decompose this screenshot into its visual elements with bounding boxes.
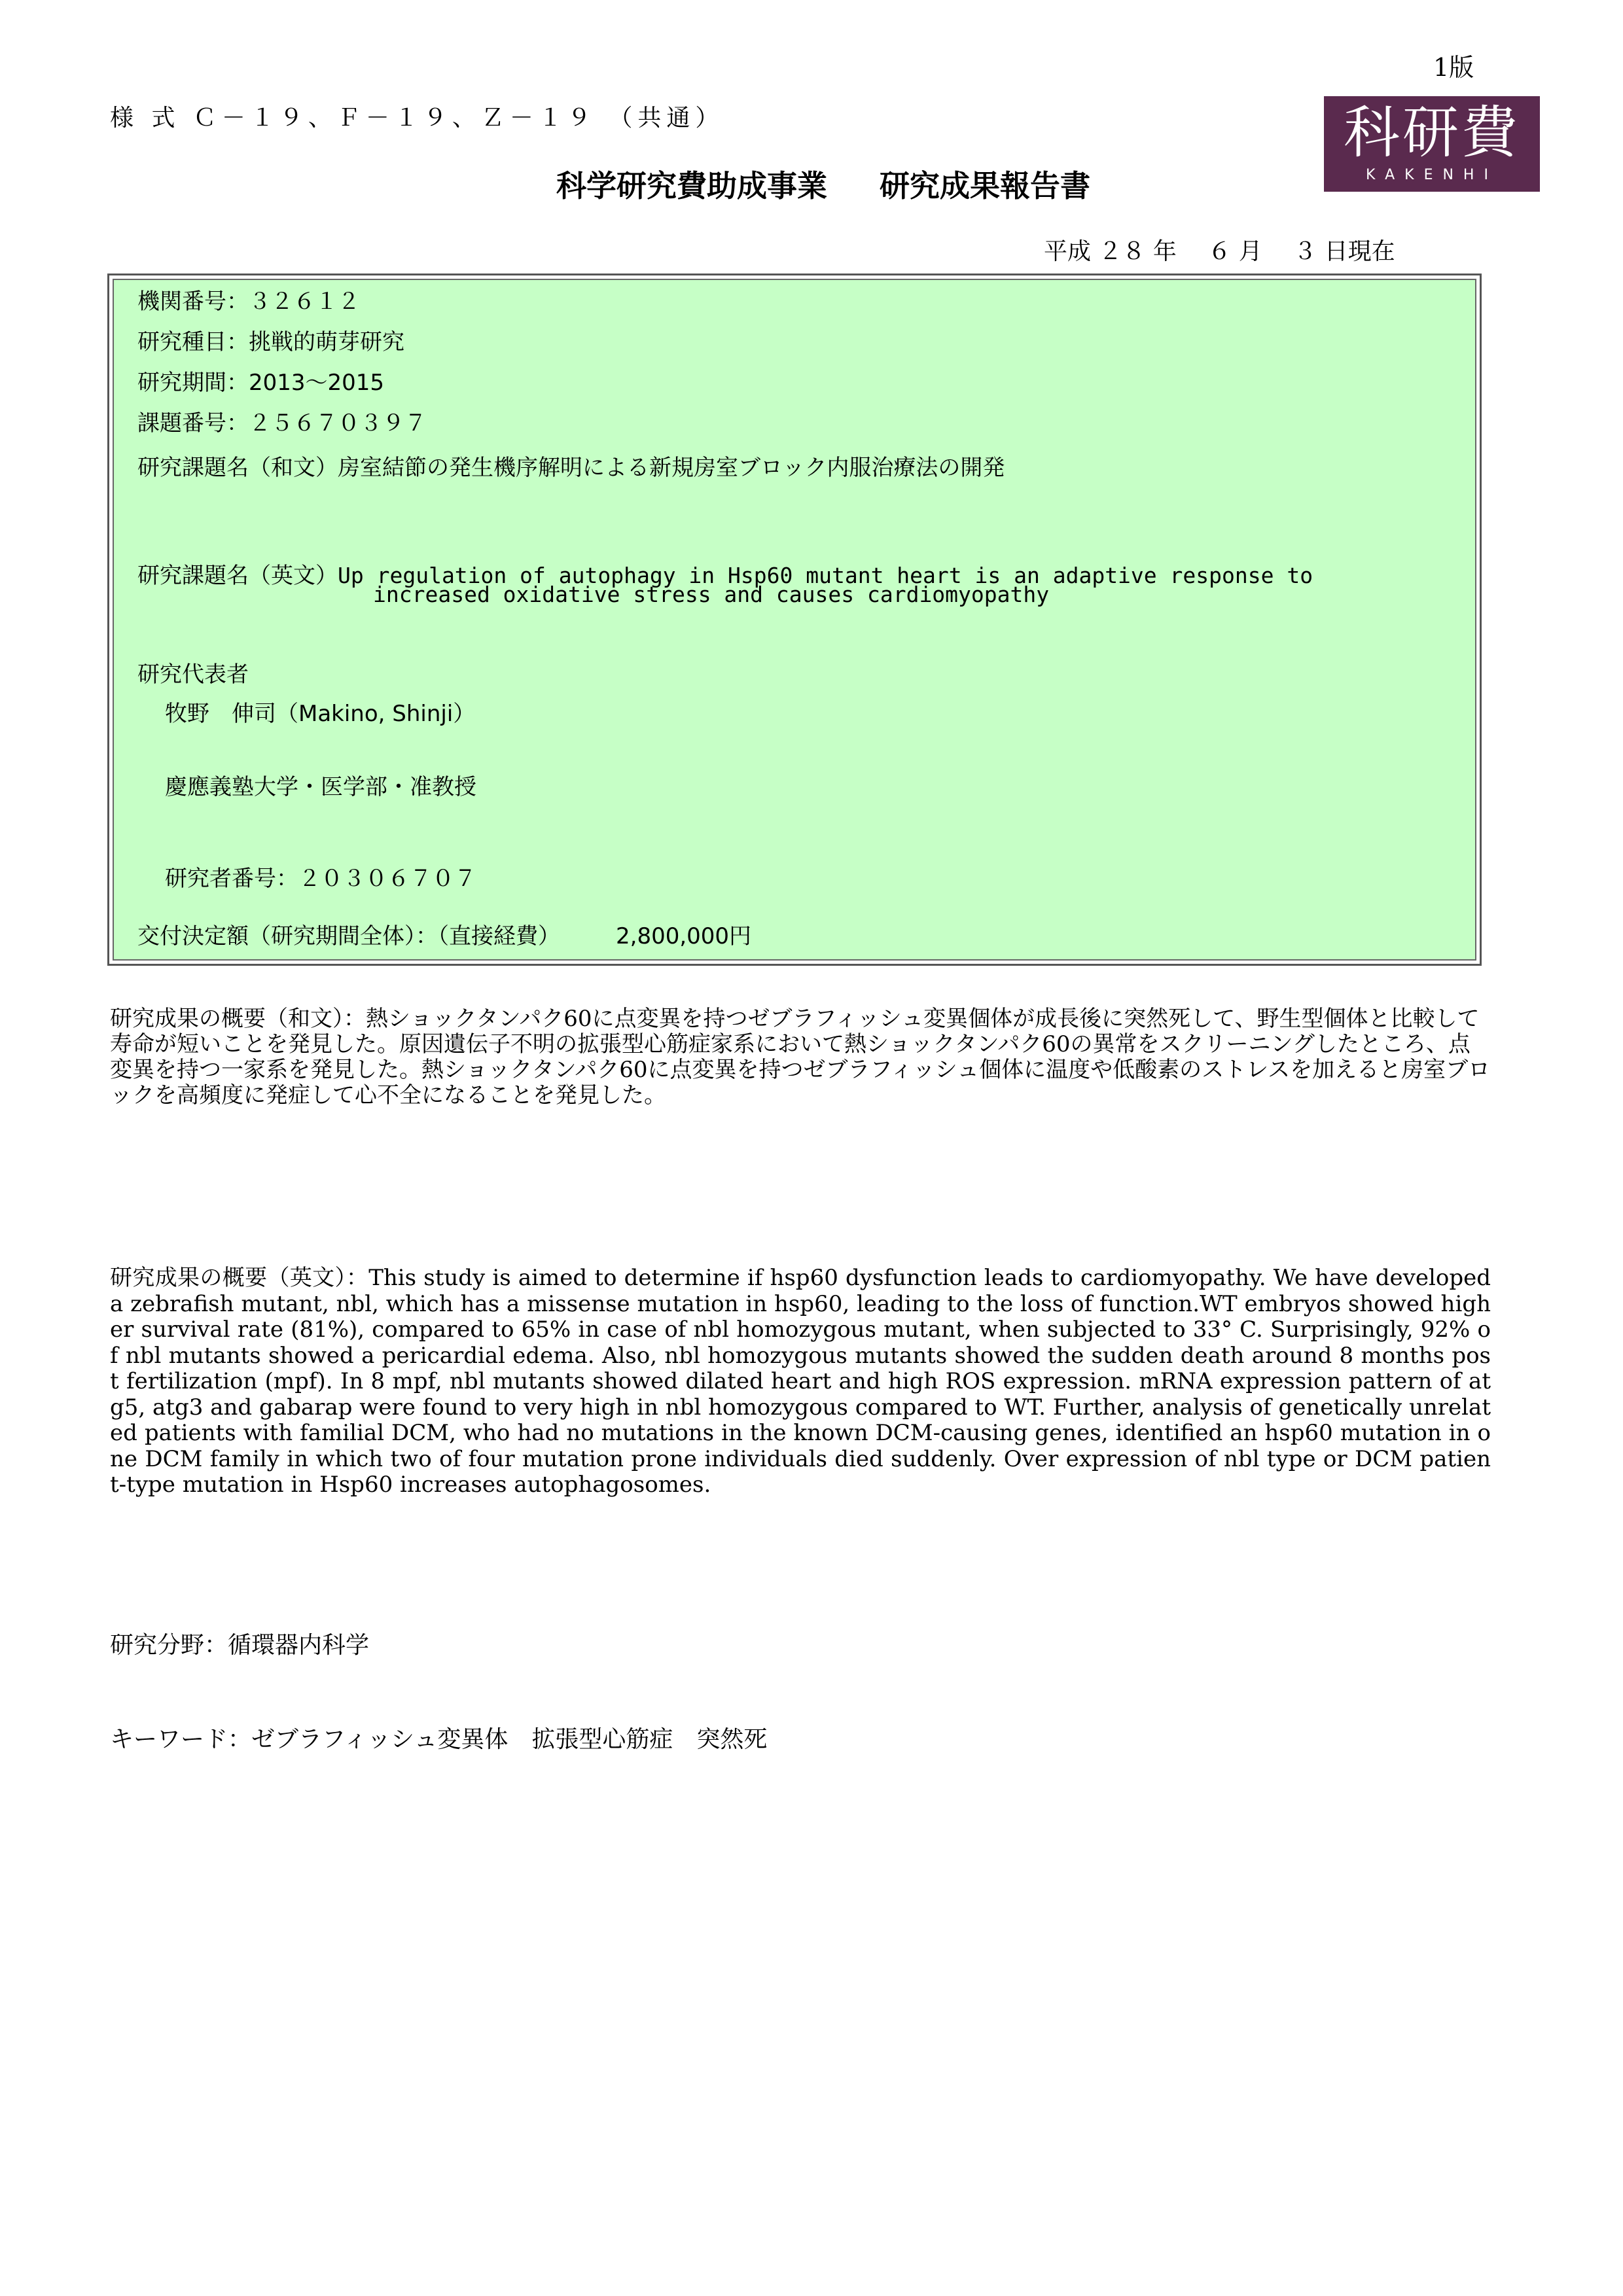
affiliation: 慶應義塾大学・医学部・准教授 <box>165 774 476 800</box>
summary-japanese: 研究成果の概要（和文）：熱ショックタンパク60に点変異を持つゼブラフィッシュ変異個体が成長後に突然死して、野生型個体と比較して寿命が短いことを発見した。原因遺伝子不明の拡張型心筋症家系において熱ショックタンパク60の異常をスクリーニングしたところ、点変異を持つ一家系を発見した。熱ショックタンパク60に点変異を持つゼブラフィッシュ個体に温度や低酸素のストレスを加えると房室ブロックを高頻度に発症して心不全になることを発見した。 <box>110 1006 1491 1108</box>
grant-amount: 交付決定額（研究期間全体）：（直接経費） 2,800,000円 <box>137 923 752 949</box>
representative-name: 牧野 伸司（Makino, Shinji） <box>165 701 476 727</box>
researcher-number: 研究者番号：２０３０６７０７ <box>165 866 476 892</box>
report-date: 平成 ２８ 年 ６ 月 ３ 日現在 <box>1044 238 1395 265</box>
project-info-box <box>107 274 1482 966</box>
title-main: 科学研究費助成事業 <box>556 168 827 203</box>
research-period: 研究期間：2013～2015 <box>137 370 385 396</box>
project-title-en-line2: increased oxidative stress and causes cardiomyopathy <box>373 582 1050 607</box>
project-number: 課題番号：２５６７０３９７ <box>137 410 427 436</box>
document-title <box>556 162 1090 205</box>
title-sub: 研究成果報告書 <box>880 168 1090 203</box>
project-title-ja-label: 研究課題名（和文） <box>137 455 338 481</box>
research-field: 研究分野：循環器内科学 <box>110 1632 370 1659</box>
keywords: キーワード：ゼブラフィッシュ変異体 拡張型心筋症 突然死 <box>110 1726 768 1753</box>
logo-roman: KAKENHI <box>1366 167 1498 183</box>
project-title-en-label: 研究課題名（英文） <box>137 563 338 589</box>
form-code: 様 式 Ｃ－１９、Ｆ－１９、Ｚ－１９ （共通） <box>110 105 724 132</box>
logo-kanji: 科研費 <box>1344 100 1520 166</box>
representative-label: 研究代表者 <box>137 662 249 688</box>
institution-number: 機関番号：３２６１２ <box>137 289 360 315</box>
project-title-en-line1: Up regulation of autophagy in Hsp60 mutant heart is an adaptive response to <box>338 563 1313 588</box>
summary-english: 研究成果の概要（英文）：This study is aimed to determine if hsp60 dysfunction leads to cardiomyopathy. We have developed a zebrafish mutant, nbl, which has a missense mutation in hsp60, leading to the loss of function.WT embryos showed higher survival rate (81%), compared to 65% in case of nbl homozygous mutant, when subjected to 33° C. Surprisingly, 92% of nbl mutants showed a pericardial edema. Also, nbl homozygous mutants showed the sudden death around 8 months post fertilization (mpf). In 8 mpf, nbl mutants showed dilated heart and high ROS expression. mRNA expression pattern of atg5, atg3 and gabarap were found to very high in nbl homozygous compared to WT. Further, analysis of genetically unrelated patients with familial DCM, who had no mutations in the known DCM-causing genes, identified an hsp60 mutation in one DCM family in which two of four mutation prone individuals died suddenly. Over expression of nbl type or DCM patient-type mutation in Hsp60 increases autophagosomes. <box>110 1265 1491 1498</box>
version-label: 1版 <box>1433 53 1474 82</box>
project-title-ja <box>137 450 1005 482</box>
project-title-ja-text: 房室結節の発生機序解明による新規房室ブロック内服治療法の開発 <box>338 455 1005 481</box>
research-category: 研究種目：挑戦的萌芽研究 <box>137 329 404 355</box>
kakenhi-logo <box>1324 96 1540 192</box>
